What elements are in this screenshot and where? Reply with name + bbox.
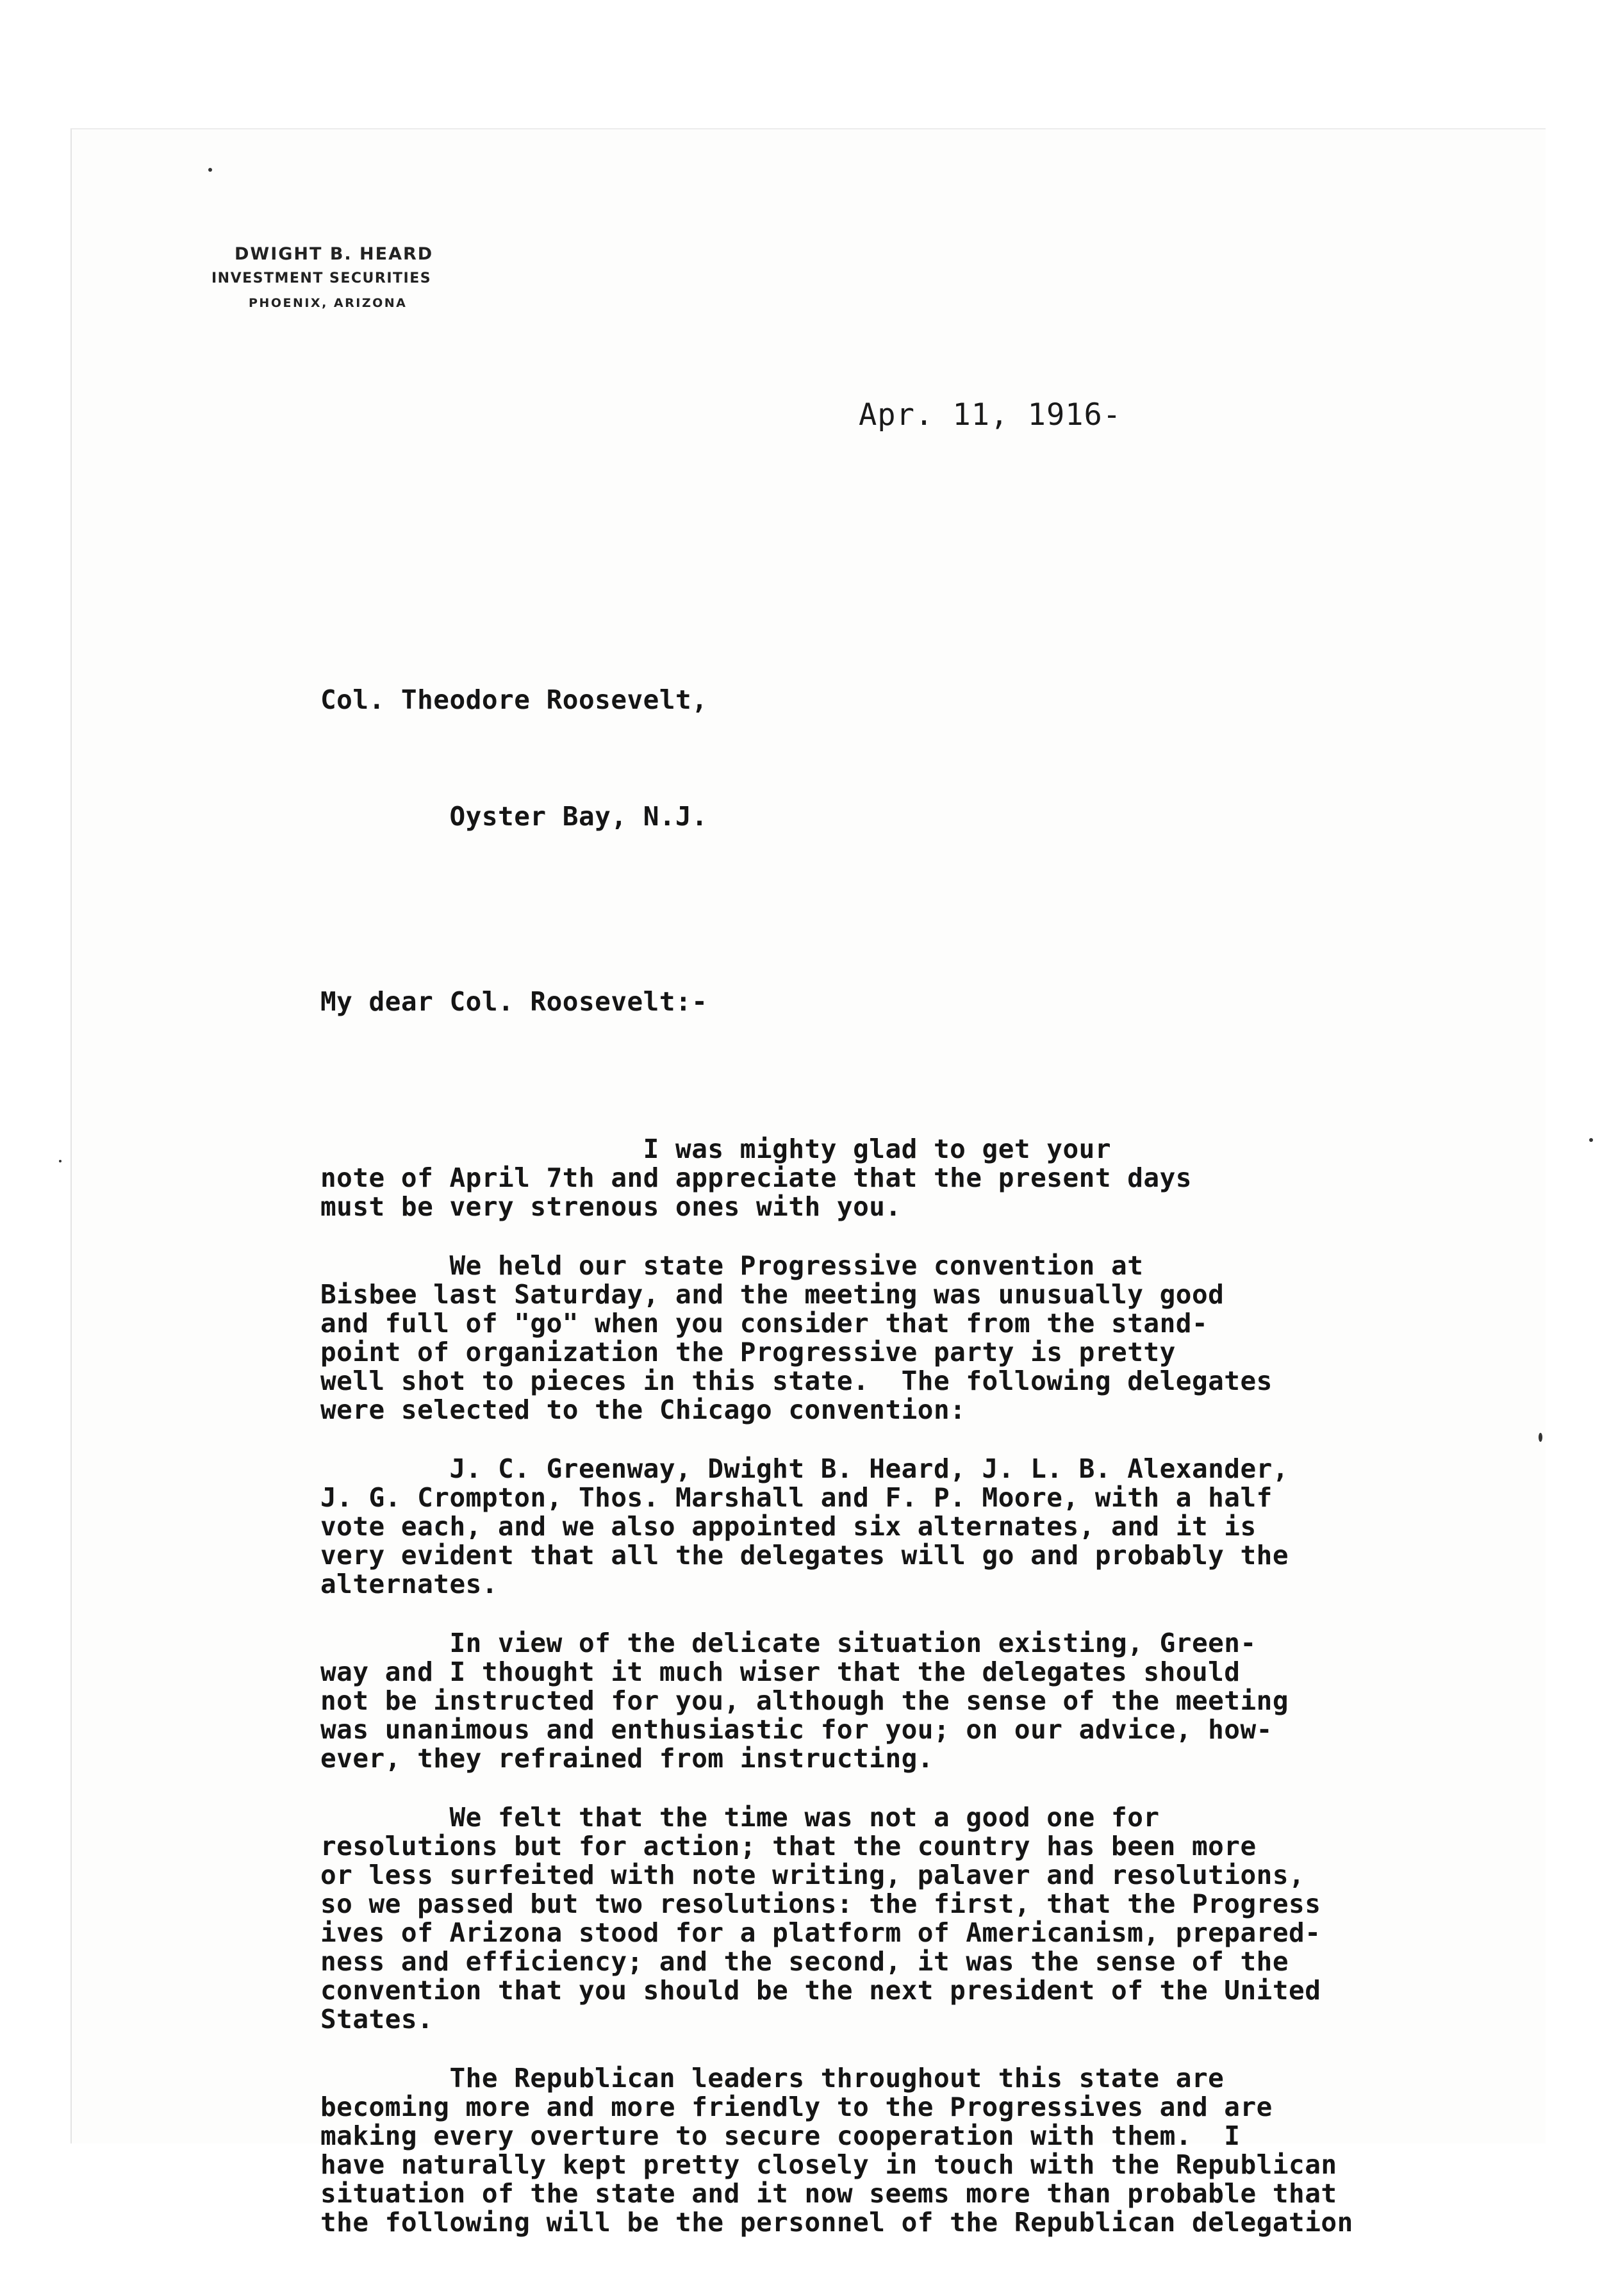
paragraph-line: way and I thought it much wiser that the delegates should (320, 1656, 1241, 1687)
paragraph-line: very evident that all the delegates will go and probably the (320, 1540, 1289, 1571)
paragraph-line: J. C. Greenway, Dwight B. Heard, J. L. B. Alexander, (320, 1453, 1289, 1484)
letter-paragraph (320, 1251, 1423, 1425)
paragraph-line: not be instructed for you, although the sense of the meeting (320, 1685, 1289, 1716)
paragraph-line: were selected to the Chicago convention: (320, 1394, 966, 1425)
paragraph-line: note of April 7th and appreciate that the present days (320, 1162, 1192, 1193)
letter-paragraph (320, 2064, 1423, 2237)
letter-paragraph (320, 1135, 1423, 1221)
paper-speck (208, 168, 212, 172)
letter-body (320, 570, 1423, 2296)
paragraph-line: J. G. Crompton, Thos. Marshall and F. P. Moore, with a half (320, 1482, 1273, 1513)
paragraph-line: ever, they refrained from instructing. (320, 1743, 934, 1774)
letter-paragraph (320, 1803, 1423, 2034)
letterhead-name: DWIGHT B. HEARD (235, 244, 434, 264)
inside-address (320, 628, 1423, 889)
letter-paragraphs (320, 1135, 1423, 2237)
paragraph-line: States. (320, 2004, 434, 2035)
letterhead (211, 242, 433, 315)
paragraph-line: I was mighty glad to get your (320, 1134, 1112, 1164)
paragraph-line: We felt that the time was not a good one for (320, 1802, 1160, 1833)
paper-speck (1539, 1433, 1542, 1442)
paragraph-line: the following will be the personnel of the Republican delegation (320, 2207, 1353, 2238)
paragraph-line: well shot to pieces in this state. The following delegates (320, 1366, 1273, 1396)
paragraph-line: and full of "go" when you consider that from the stand- (320, 1308, 1209, 1339)
paragraph-line: must be very strenous ones with you. (320, 1191, 902, 1222)
paragraph-line: making every overture to secure cooperation with them. I (320, 2120, 1241, 2151)
letter-date: Apr. 11, 1916- (859, 397, 1122, 433)
letter-paragraph (320, 1629, 1423, 1773)
paragraph-line: point of organization the Progressive party is pretty (320, 1337, 1176, 1367)
paragraph-line: In view of the delicate situation existing, Green- (320, 1628, 1257, 1658)
paragraph-line: or less surfeited with note writing, palaver and resolutions, (320, 1860, 1305, 1890)
paragraph-line: have naturally kept pretty closely in touch with the Republican (320, 2149, 1337, 2180)
recipient-name: Col. Theodore Roosevelt, (320, 684, 708, 715)
paragraph-line: ness and efficiency; and the second, it was the sense of the (320, 1946, 1289, 1977)
paragraph-line: alternates. (320, 1569, 499, 1599)
letterhead-business: INVESTMENT SECURITIES (211, 270, 432, 286)
paragraph-line: ives of Arizona stood for a platform of Americanism, prepared- (320, 1917, 1321, 1948)
paragraph-line: situation of the state and it now seems more than probable that (320, 2178, 1337, 2209)
paper-speck (1589, 1138, 1593, 1142)
paragraph-line: We held our state Progressive convention at (320, 1250, 1144, 1281)
paragraph-line: convention that you should be the next president of the United (320, 1975, 1321, 2006)
paper-speck (59, 1160, 62, 1162)
salutation: My dear Col. Roosevelt:- (320, 986, 708, 1017)
letter-paragraph (320, 1455, 1423, 1599)
paragraph-line: becoming more and more friendly to the Progressives and are (320, 2092, 1273, 2122)
paragraph-line: resolutions but for action; that the country has been more (320, 1831, 1257, 1862)
paragraph-line: was unanimous and enthusiastic for you; on our advice, how- (320, 1714, 1273, 1745)
paragraph-line: so we passed but two resolutions: the first, that the Progress (320, 1888, 1321, 1919)
paragraph-line: vote each, and we also appointed six alternates, and it is (320, 1511, 1257, 1542)
letterhead-location: PHOENIX, ARIZONA (249, 296, 408, 310)
paragraph-line: The Republican leaders throughout this state are (320, 2063, 1225, 2094)
paragraph-line: Bisbee last Saturday, and the meeting was unusually good (320, 1279, 1225, 1310)
recipient-address: Oyster Bay, N.J. (449, 801, 708, 832)
